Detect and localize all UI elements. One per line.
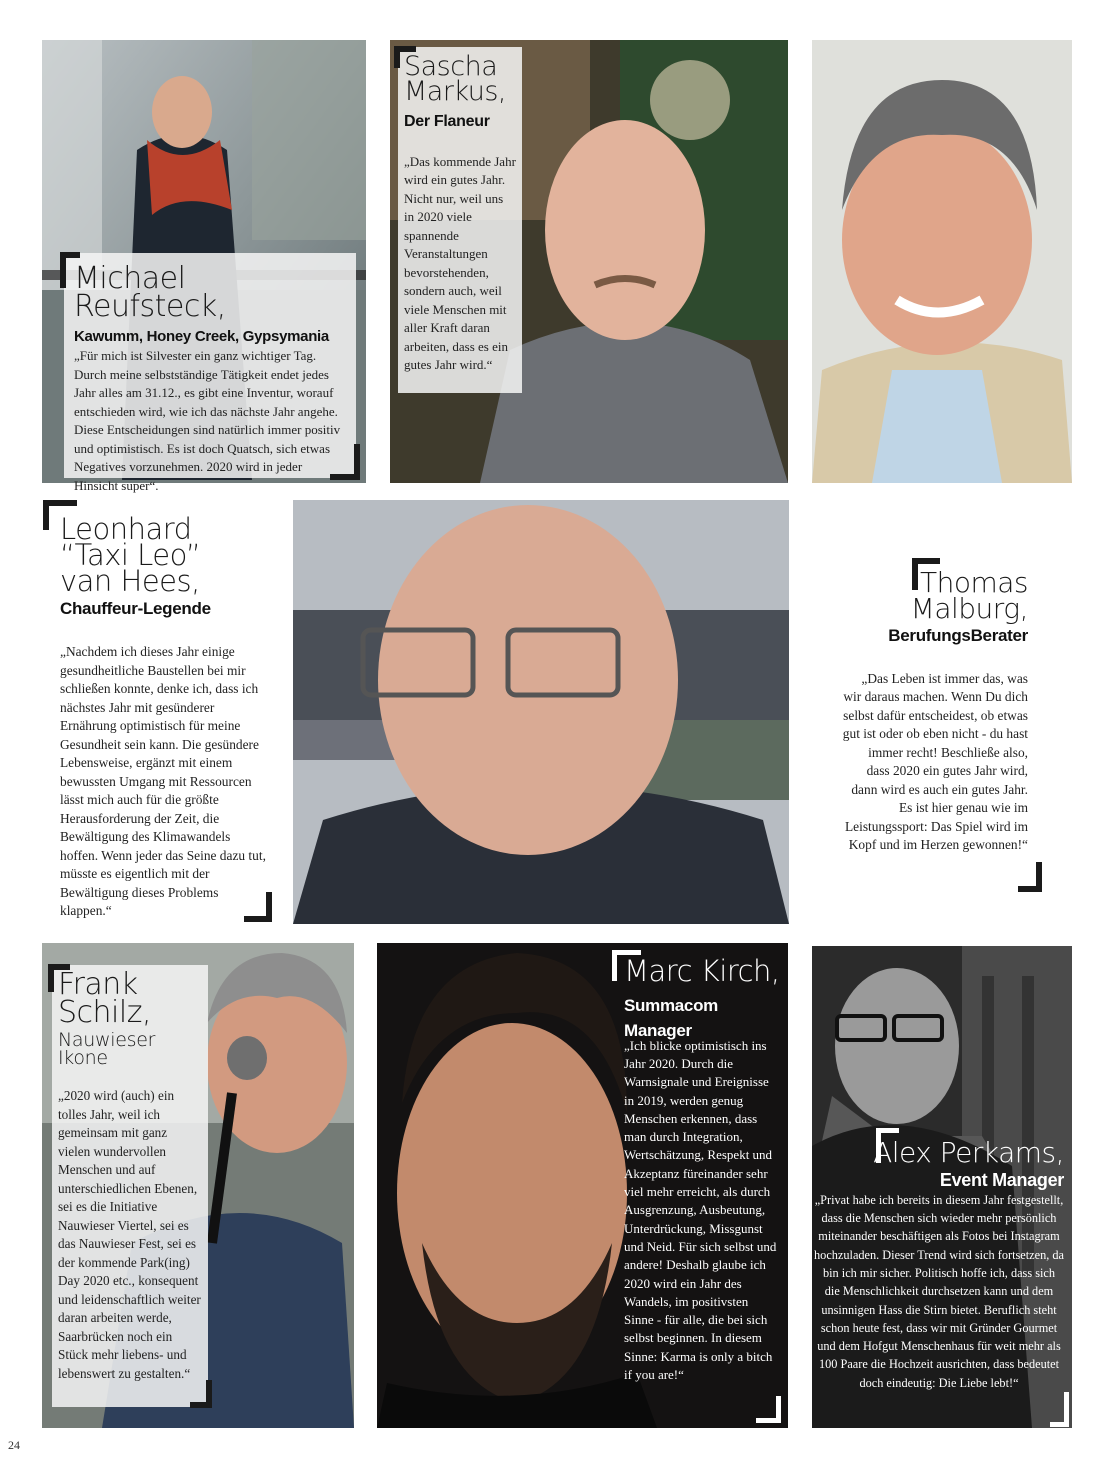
profile-quote: „Das Leben ist immer das, was wir daraus machen. Wenn Du dich selbst dafür entscheidest, ob etwas gut ist oder ob eben nicht - du hast immer recht! Beschließe also, dass 2020 ein gutes Jahr wird, dann wird es auch ein gutes Jahr. Es ist hier genau wie im Leistungssport: Das Spiel wird im Kopf und im Herzen gewonnen!“ xyxy=(842,670,1028,852)
profile-role: Event Manager xyxy=(939,1169,1064,1190)
profile-quote: „Nachdem ich dieses Jahr einige gesundheitliche Baustellen bei mir schließen konnte, denke ich, dass ich nächstes Jahr mit gesünderer Ernährung optimistisch für meine Gesundheit sein kann. Die gesündere Lebensweise, ergänzt mit einem bewussten Umgang mit Ressourcen lässt mich auch für die größte Herausforderung der Zeit, die Bewältigung des Klimawandels hoffen. Wenn jeder das Seine dazu tut, müsste es eigentlich mit der Bewältigung dieses Problems klappen.“ xyxy=(60,644,266,919)
profile-name: Sascha Markus, xyxy=(404,51,507,107)
profile-name: Michael Reufsteck, xyxy=(74,261,226,324)
corner-bracket xyxy=(330,444,360,480)
corner-bracket xyxy=(1050,1392,1069,1427)
profile-quote: „2020 wird (auch) ein tolles Jahr, weil ich gemeinsam mit ganz vielen wundervollen Menschen und auf unterschiedlichen Ebenen, sei es die Initiative Nauwieser Viertel, sei es das Nauwieser Fest, sei es der kommende Park(ing) Day 2020 etc., konsequent und leidenschaftlich weiter daran arbeiten werde, Saarbrücken noch ein Stück mehr liebens- und lebenswert zu gestalten.“ xyxy=(58,1088,201,1381)
corner-bracket xyxy=(394,46,416,68)
corner-bracket xyxy=(756,1396,781,1423)
corner-bracket xyxy=(190,1380,212,1408)
profile-quote: „Für mich ist Silvester ein ganz wichtiger Tag. Durch meine selbstständige Tätigkeit endet jedes Jahr alles am 31.12., es gibt eine Inventur, worauf entschieden wird, wie ich das nächste Jahr angehe. Diese Entscheidungen sind natürlich immer positiv und optimistisch. Es ist doch Quatsch, sich etwas Negatives vorzunehmen. 2020 wird in jeder Hinsicht super“. xyxy=(74,348,341,493)
profile-role: Summacom Manager xyxy=(624,995,718,1040)
corner-bracket xyxy=(48,964,70,992)
profile-role: Nauwieser Ikone xyxy=(58,1029,156,1069)
profile-card-sascha-markus xyxy=(398,47,522,393)
profile-card-leonhard-van-hees xyxy=(60,512,275,919)
portrait-image xyxy=(812,40,1072,483)
corner-bracket xyxy=(244,892,272,922)
photo-leonhard-van-hees xyxy=(293,500,789,924)
profile-quote: „Privat habe ich bereits in diesem Jahr festgestellt, dass die Menschen sich wieder mehr persönlich miteinander beschäftigen als Fotos bei Instagram hochzuladen. Dieser Trend wird sich fortsetzen, da bin ich mir sicher. Politisch hoffe ich, dass sich die Menschlichkeit durchsetzen kann und dem unsinnigen Hass die Stirn bietet. Beruflich steht schon heute fest, dass wir mit Gründer Gourmet und dem Hofgut Menschenhaus für weit mehr als 100 Paare die Hochzeit ausrichten, dass bedeutet doch eindeutig: Die Liebe lebt!“ xyxy=(814,1192,1064,1390)
profile-name: Frank Schilz, xyxy=(58,967,152,1030)
profile-card-marc-kirch xyxy=(624,954,780,1424)
profile-quote: „Ich blicke optimistisch ins Jahr 2020. Durch die Warnsignale und Ereignisse in 2019, werden genug Menschen erkennen, dass man durch Integration, Wertschätzung, Respekt und Akzeptanz füreinander sehr viel mehr erreicht, als durch Ausgrenzung, Ausbeutung, Unterdrückung, Missgunst und Neid. Für sich selbst und andere! Deshalb glaube ich 2020 wird ein Jahr des Wandels, im positivsten Sinne - für alle, die bei sich selbst beginnen. In diesem Sinne: Karma is only a bitch if you are!“ xyxy=(624,1037,777,1383)
profile-name: Marc Kirch, xyxy=(624,954,780,988)
profile-card-alex-perkams xyxy=(814,1136,1064,1424)
profile-role: Kawumm, Honey Creek, Gypsymania xyxy=(74,328,329,346)
profile-quote: „Das kommende Jahr wird ein gutes Jahr. Nicht nur, weil uns in 2020 viele spannende Veranstaltungen bevorstehenden, sondern auch, weil viele Menschen mit aller Kraft daran arbeiten, dass es ein gutes Jahr wird.“ xyxy=(404,153,516,373)
corner-bracket xyxy=(60,252,80,288)
profile-card-thomas-malburg xyxy=(830,566,1028,880)
profile-card-frank-schilz xyxy=(52,965,208,1407)
corner-bracket xyxy=(1018,862,1042,892)
profile-role: BerufungsBerater xyxy=(888,625,1028,645)
profile-name: Leonhard “Taxi Leo” van Hees, xyxy=(60,512,201,599)
profile-role: Der Flaneur xyxy=(404,112,490,130)
profile-role: Chauffeur-Legende xyxy=(60,599,211,619)
page-number: 24 xyxy=(8,1438,20,1452)
profile-card-michael-reufsteck xyxy=(64,253,356,493)
profile-name: Thomas Malburg, xyxy=(910,566,1028,625)
portrait-image xyxy=(293,500,789,924)
profile-name: Alex Perkams, xyxy=(873,1136,1064,1169)
photo-thomas-malburg xyxy=(812,40,1072,483)
